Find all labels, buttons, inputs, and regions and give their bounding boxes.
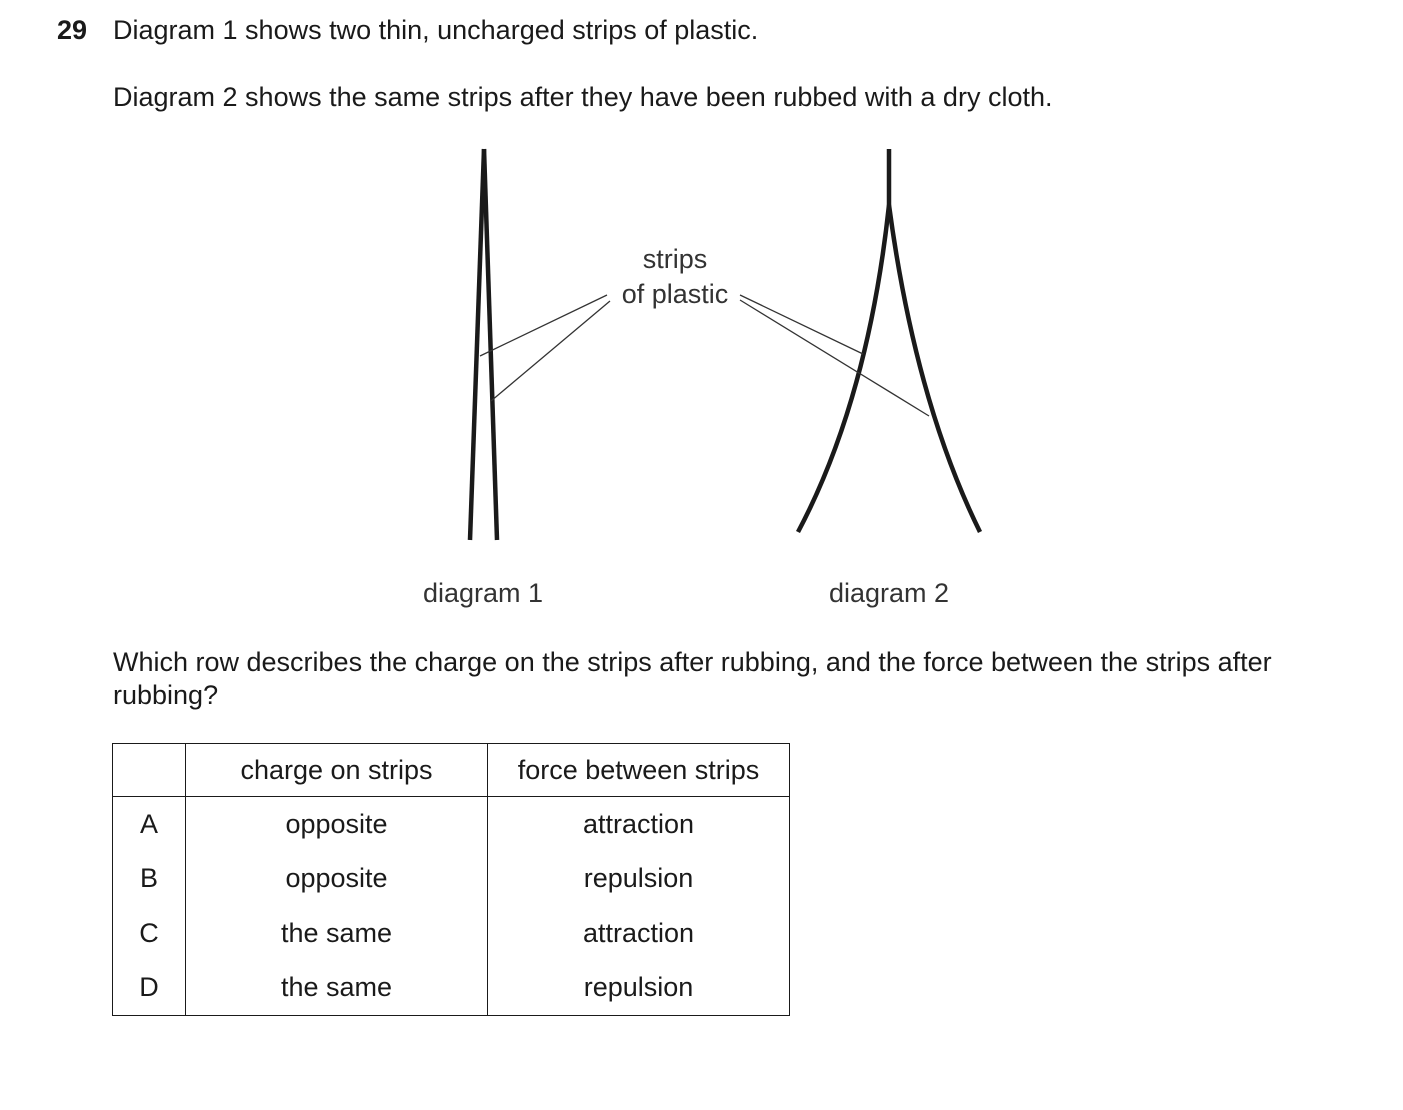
table-row: [113, 852, 790, 907]
option-charge: opposite: [186, 852, 488, 907]
diagram-2-strips: [798, 149, 980, 532]
option-letter: A: [113, 797, 186, 852]
header-charge: charge on strips: [186, 744, 488, 797]
option-letter: B: [113, 852, 186, 907]
option-force: attraction: [488, 906, 790, 961]
option-charge: the same: [186, 961, 488, 1016]
diagram-2-caption: diagram 2: [828, 578, 950, 608]
table-row: [113, 906, 790, 961]
answer-options-table: [112, 743, 790, 1016]
strips-label-line-2: of plastic: [621, 279, 729, 309]
question-intro-line-1: Diagram 1 shows two thin, uncharged strips of plastic.: [113, 15, 759, 45]
question-prompt: Which row describes the charge on the strips after rubbing, and the force between the strips after rubbing?: [113, 647, 1272, 710]
table-row: [113, 961, 790, 1016]
option-charge: the same: [186, 906, 488, 961]
diagram-2-strip-right: [889, 205, 980, 532]
leader-line-d1-a: [480, 295, 607, 356]
strips-label-line-1: strips: [642, 244, 708, 274]
question-intro-line-2: Diagram 2 shows the same strips after they have been rubbed with a dry cloth.: [113, 82, 1053, 112]
leader-line-d2-b: [740, 300, 929, 416]
option-letter: C: [113, 906, 186, 961]
table-header-row: [113, 744, 790, 797]
diagram-1-caption: diagram 1: [422, 578, 544, 608]
leader-line-d1-b: [491, 301, 610, 401]
diagram-1-strip-left: [470, 149, 484, 540]
option-force: repulsion: [488, 961, 790, 1016]
diagram-1-strips: [470, 149, 497, 540]
option-force: repulsion: [488, 852, 790, 907]
leader-line-d2-a: [740, 295, 863, 354]
header-force: force between strips: [488, 744, 790, 797]
diagram-1-strip-right: [484, 149, 497, 540]
option-letter: D: [113, 961, 186, 1016]
table-row: [113, 797, 790, 852]
option-charge: opposite: [186, 797, 488, 852]
header-letter-cell: [113, 744, 186, 797]
question-number: 29: [57, 15, 88, 45]
diagram-2-strip-left: [798, 205, 889, 532]
option-force: attraction: [488, 797, 790, 852]
